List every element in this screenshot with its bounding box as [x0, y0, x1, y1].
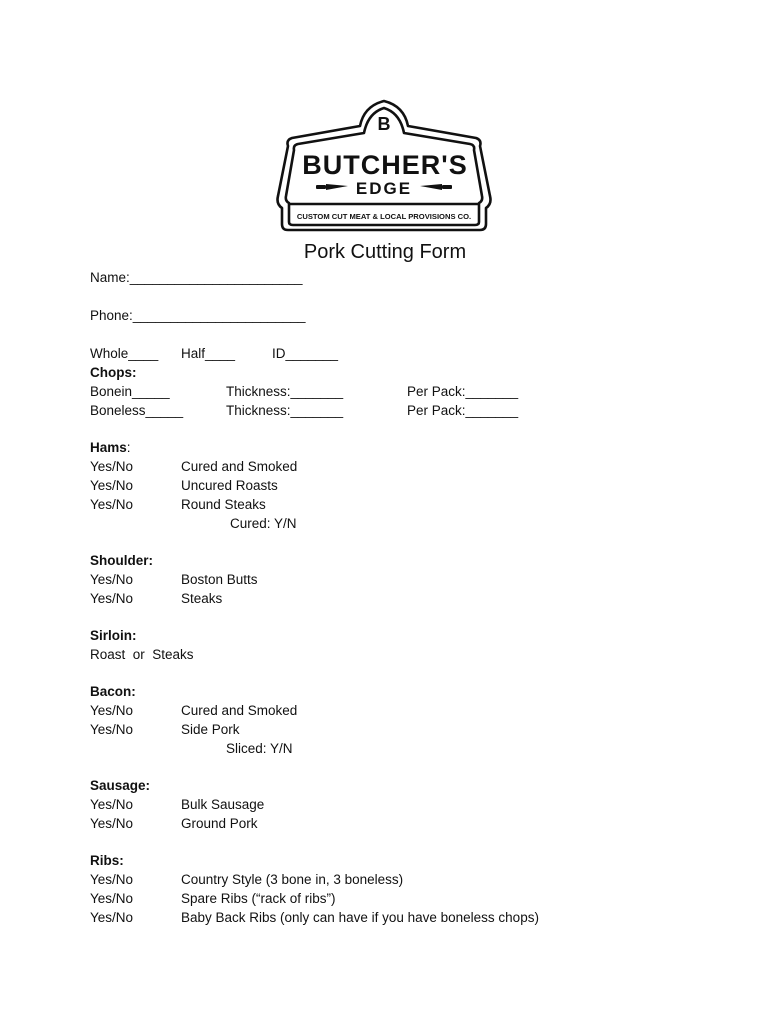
- id-field[interactable]: ID_______: [272, 346, 339, 361]
- butchers-edge-logo: [268, 96, 500, 234]
- bacon-sliced-note[interactable]: Sliced: Y/N: [226, 741, 293, 756]
- bacon-row-1-choice[interactable]: Yes/No: [90, 703, 134, 718]
- half-field[interactable]: Half____: [181, 346, 236, 361]
- hams-row-2-item: Uncured Roasts: [181, 478, 278, 493]
- logo-brand-line1: BUTCHER'S: [302, 150, 468, 180]
- phone-field[interactable]: Phone:_______________________: [90, 308, 306, 323]
- sirloin-heading: Sirloin:: [90, 628, 137, 643]
- name-field[interactable]: Name:_______________________: [90, 270, 303, 285]
- bacon-row-1-item: Cured and Smoked: [181, 703, 298, 718]
- hams-row-1-item: Cured and Smoked: [181, 459, 298, 474]
- shoulder-row-2-choice[interactable]: Yes/No: [90, 591, 134, 606]
- sirloin-choice[interactable]: Roast or Steaks: [90, 647, 194, 662]
- whole-field[interactable]: Whole____: [90, 346, 159, 361]
- ribs-row-1-choice[interactable]: Yes/No: [90, 872, 134, 887]
- sausage-row-1-item: Bulk Sausage: [181, 797, 265, 812]
- form-title-text: Pork Cutting Form: [303, 241, 467, 263]
- ribs-row-2-item: Spare Ribs (“rack of ribs”): [181, 891, 336, 906]
- ribs-row-3-item: Baby Back Ribs (only can have if you have boneless chops): [181, 910, 539, 925]
- hams-heading-text: Hams: [90, 440, 127, 455]
- chops-bonein-per-pack-field[interactable]: Per Pack:_______: [407, 384, 519, 399]
- sausage-row-2-choice[interactable]: Yes/No: [90, 816, 134, 831]
- bacon-row-2-choice[interactable]: Yes/No: [90, 722, 134, 737]
- shoulder-heading: Shoulder:: [90, 553, 153, 568]
- shoulder-row-2-item: Steaks: [181, 591, 223, 606]
- bacon-heading: Bacon:: [90, 684, 136, 699]
- chops-boneless-per-pack-field[interactable]: Per Pack:_______: [407, 403, 519, 418]
- form-title: [0, 241, 770, 264]
- chops-bonein-thickness-field[interactable]: Thickness:_______: [226, 384, 344, 399]
- shoulder-row-1-choice[interactable]: Yes/No: [90, 572, 134, 587]
- shoulder-row-1-item: Boston Butts: [181, 572, 258, 587]
- logo-letter: B: [377, 114, 391, 134]
- sausage-heading: Sausage:: [90, 778, 151, 793]
- chops-heading: Chops:: [90, 365, 137, 380]
- logo-brand-line2: EDGE: [355, 179, 413, 198]
- ribs-row-3-choice[interactable]: Yes/No: [90, 910, 134, 925]
- chops-bonein-field[interactable]: Bonein_____: [90, 384, 170, 399]
- hams-row-3-choice[interactable]: Yes/No: [90, 497, 134, 512]
- ribs-heading: Ribs:: [90, 853, 124, 868]
- chops-boneless-field[interactable]: Boneless_____: [90, 403, 184, 418]
- hams-cured-note[interactable]: Cured: Y/N: [230, 516, 297, 531]
- hams-row-2-choice[interactable]: Yes/No: [90, 478, 134, 493]
- chops-boneless-thickness-field[interactable]: Thickness:_______: [226, 403, 344, 418]
- hams-row-3-item: Round Steaks: [181, 497, 266, 512]
- bacon-row-2-item: Side Pork: [181, 722, 240, 737]
- hams-row-1-choice[interactable]: Yes/No: [90, 459, 134, 474]
- hams-heading: [90, 440, 131, 456]
- logo-tagline: CUSTOM CUT MEAT & LOCAL PROVISIONS CO.: [296, 212, 472, 221]
- ribs-row-1-item: Country Style (3 bone in, 3 boneless): [181, 872, 404, 887]
- ribs-row-2-choice[interactable]: Yes/No: [90, 891, 134, 906]
- hams-heading-colon: :: [126, 440, 131, 455]
- sausage-row-2-item: Ground Pork: [181, 816, 258, 831]
- sausage-row-1-choice[interactable]: Yes/No: [90, 797, 134, 812]
